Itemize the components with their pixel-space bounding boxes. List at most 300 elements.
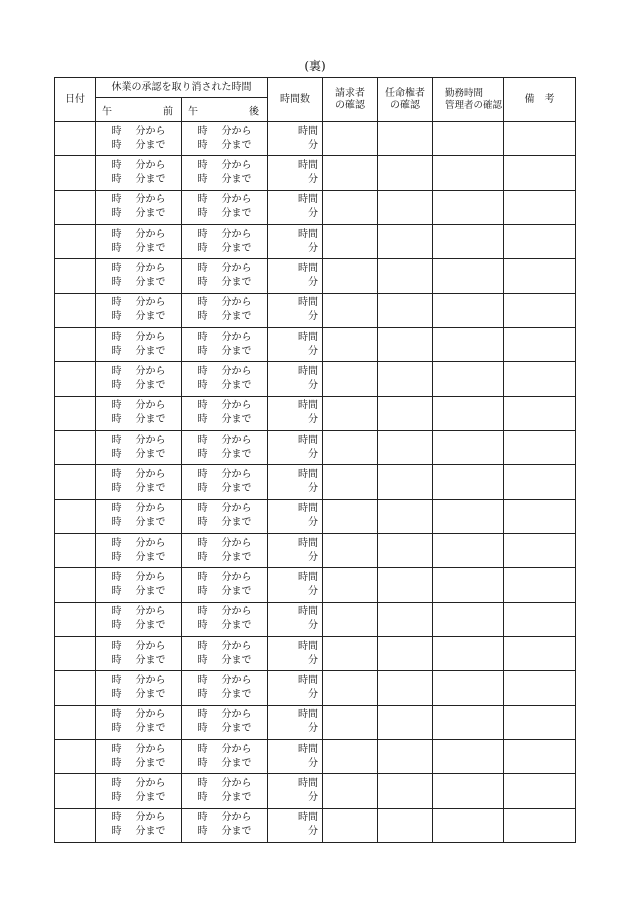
hours-cell[interactable]	[268, 568, 323, 602]
from-label: 分から	[135, 159, 166, 171]
hour-label: 時	[111, 743, 122, 755]
minutes-unit-label: 分	[308, 414, 318, 426]
hour-label: 時	[197, 674, 208, 686]
hour-label: 時	[197, 606, 208, 618]
remarks-cell[interactable]	[504, 499, 576, 533]
from-label: 分から	[135, 262, 166, 274]
until-label: 分まで	[135, 620, 166, 632]
hours-cell[interactable]	[268, 739, 323, 773]
hours-unit-label: 時間	[298, 606, 318, 618]
pm-time-cell[interactable]	[182, 568, 268, 602]
hours-cell[interactable]	[268, 293, 323, 327]
requester-confirmation-cell[interactable]	[323, 636, 378, 670]
appointer-confirmation-cell[interactable]	[378, 671, 433, 705]
manager-confirmation-cell[interactable]	[433, 705, 504, 739]
manager-confirmation-cell[interactable]	[433, 362, 504, 396]
until-label: 分まで	[221, 723, 252, 735]
date-cell[interactable]	[55, 362, 96, 396]
appointer-confirmation-cell[interactable]	[378, 774, 433, 808]
hours-unit-label: 時間	[298, 365, 318, 377]
requester-confirmation-cell[interactable]	[323, 362, 378, 396]
manager-confirmation-cell[interactable]	[433, 224, 504, 258]
appointer-confirmation-cell[interactable]	[378, 259, 433, 293]
from-label: 分から	[221, 262, 252, 274]
appointer-confirmation-cell[interactable]	[378, 739, 433, 773]
requester-confirmation-cell[interactable]	[323, 499, 378, 533]
from-label: 分から	[221, 159, 252, 171]
table-row	[55, 636, 576, 670]
hour-label: 時	[111, 757, 122, 769]
header-pm-right: 後	[249, 106, 259, 117]
hour-label: 時	[111, 331, 122, 343]
minutes-unit-label: 分	[308, 345, 318, 357]
table-row	[55, 190, 576, 224]
requester-confirmation-cell[interactable]	[323, 465, 378, 499]
pm-time-cell[interactable]	[182, 293, 268, 327]
remarks-cell[interactable]	[504, 636, 576, 670]
am-time-cell[interactable]	[96, 122, 182, 156]
requester-confirmation-cell[interactable]	[323, 808, 378, 842]
manager-confirmation-cell[interactable]	[433, 808, 504, 842]
hours-unit-label: 時間	[298, 434, 318, 446]
hour-label: 時	[111, 400, 122, 412]
remarks-cell[interactable]	[504, 808, 576, 842]
minutes-unit-label: 分	[308, 654, 318, 666]
date-cell[interactable]	[55, 671, 96, 705]
until-label: 分まで	[221, 482, 252, 494]
date-cell[interactable]	[55, 156, 96, 190]
until-label: 分まで	[135, 345, 166, 357]
minutes-unit-label: 分	[308, 242, 318, 254]
header-appointer-line2: の確認	[390, 99, 420, 111]
table-row	[55, 293, 576, 327]
requester-confirmation-cell[interactable]	[323, 568, 378, 602]
remarks-cell[interactable]	[504, 224, 576, 258]
header-period: 休業の承認を取り消された時間	[96, 78, 268, 98]
hour-label: 時	[111, 194, 122, 206]
manager-confirmation-cell[interactable]	[433, 499, 504, 533]
hours-cell[interactable]	[268, 327, 323, 361]
hour-label: 時	[111, 365, 122, 377]
am-time-cell[interactable]	[96, 671, 182, 705]
remarks-cell[interactable]	[504, 533, 576, 567]
date-cell[interactable]	[55, 705, 96, 739]
manager-confirmation-cell[interactable]	[433, 327, 504, 361]
hours-unit-label: 時間	[298, 743, 318, 755]
from-label: 分から	[135, 125, 166, 137]
header-appointer-line1: 任命権者	[385, 87, 425, 99]
header-requester-line1: 請求者	[335, 87, 365, 99]
pm-time-cell[interactable]	[182, 739, 268, 773]
table-row	[55, 739, 576, 773]
hours-unit-label: 時間	[298, 709, 318, 721]
am-time-cell[interactable]	[96, 259, 182, 293]
remarks-cell[interactable]	[504, 465, 576, 499]
until-label: 分まで	[135, 551, 166, 563]
hour-label: 時	[197, 585, 208, 597]
date-cell[interactable]	[55, 190, 96, 224]
appointer-confirmation-cell[interactable]	[378, 568, 433, 602]
hour-label: 時	[197, 400, 208, 412]
am-time-cell[interactable]	[96, 568, 182, 602]
remarks-cell[interactable]	[504, 774, 576, 808]
hour-label: 時	[197, 311, 208, 323]
am-time-cell[interactable]	[96, 396, 182, 430]
pm-time-cell[interactable]	[182, 430, 268, 464]
pm-time-cell[interactable]	[182, 190, 268, 224]
remarks-cell[interactable]	[504, 122, 576, 156]
hours-cell[interactable]	[268, 602, 323, 636]
hour-label: 時	[111, 159, 122, 171]
header-appointer-confirmation	[378, 78, 433, 122]
date-cell[interactable]	[55, 602, 96, 636]
manager-confirmation-cell[interactable]	[433, 396, 504, 430]
pm-time-cell[interactable]	[182, 808, 268, 842]
minutes-unit-label: 分	[308, 311, 318, 323]
requester-confirmation-cell[interactable]	[323, 739, 378, 773]
requester-confirmation-cell[interactable]	[323, 774, 378, 808]
minutes-unit-label: 分	[308, 826, 318, 838]
until-label: 分まで	[135, 173, 166, 185]
hour-label: 時	[197, 688, 208, 700]
remarks-cell[interactable]	[504, 739, 576, 773]
hour-label: 時	[111, 688, 122, 700]
hours-unit-label: 時間	[298, 777, 318, 789]
from-label: 分から	[135, 743, 166, 755]
manager-confirmation-cell[interactable]	[433, 156, 504, 190]
hour-label: 時	[111, 674, 122, 686]
requester-confirmation-cell[interactable]	[323, 327, 378, 361]
manager-confirmation-cell[interactable]	[433, 671, 504, 705]
hours-cell[interactable]	[268, 156, 323, 190]
from-label: 分から	[135, 468, 166, 480]
am-time-cell[interactable]	[96, 499, 182, 533]
requester-confirmation-cell[interactable]	[323, 705, 378, 739]
table-row	[55, 259, 576, 293]
hours-cell[interactable]	[268, 671, 323, 705]
until-label: 分まで	[221, 139, 252, 151]
table-row	[55, 396, 576, 430]
remarks-cell[interactable]	[504, 327, 576, 361]
until-label: 分まで	[135, 517, 166, 529]
requester-confirmation-cell[interactable]	[323, 671, 378, 705]
am-time-cell[interactable]	[96, 705, 182, 739]
am-time-cell[interactable]	[96, 533, 182, 567]
table-row	[55, 671, 576, 705]
manager-confirmation-cell[interactable]	[433, 636, 504, 670]
header-manager-confirmation	[433, 78, 504, 122]
from-label: 分から	[221, 400, 252, 412]
date-cell[interactable]	[55, 122, 96, 156]
hour-label: 時	[197, 173, 208, 185]
date-cell[interactable]	[55, 533, 96, 567]
until-label: 分まで	[221, 654, 252, 666]
from-label: 分から	[221, 434, 252, 446]
remarks-cell[interactable]	[504, 430, 576, 464]
remarks-cell[interactable]	[504, 671, 576, 705]
pm-time-cell[interactable]	[182, 259, 268, 293]
pm-time-cell[interactable]	[182, 224, 268, 258]
hour-label: 時	[197, 777, 208, 789]
pm-time-cell[interactable]	[182, 327, 268, 361]
hour-label: 時	[197, 709, 208, 721]
appointer-confirmation-cell[interactable]	[378, 808, 433, 842]
until-label: 分まで	[135, 379, 166, 391]
table-row	[55, 224, 576, 258]
requester-confirmation-cell[interactable]	[323, 156, 378, 190]
hour-label: 時	[111, 654, 122, 666]
requester-confirmation-cell[interactable]	[323, 259, 378, 293]
from-label: 分から	[135, 606, 166, 618]
hours-cell[interactable]	[268, 774, 323, 808]
hour-label: 時	[197, 365, 208, 377]
pm-time-cell[interactable]	[182, 774, 268, 808]
am-time-cell[interactable]	[96, 327, 182, 361]
until-label: 分まで	[221, 551, 252, 563]
remarks-cell[interactable]	[504, 293, 576, 327]
am-time-cell[interactable]	[96, 224, 182, 258]
appointer-confirmation-cell[interactable]	[378, 293, 433, 327]
requester-confirmation-cell[interactable]	[323, 602, 378, 636]
header-manager-line2: 管理者の確認	[445, 99, 503, 111]
hours-cell[interactable]	[268, 122, 323, 156]
minutes-unit-label: 分	[308, 448, 318, 460]
hour-label: 時	[111, 345, 122, 357]
until-label: 分まで	[135, 688, 166, 700]
table-row	[55, 499, 576, 533]
hour-label: 時	[197, 331, 208, 343]
date-cell[interactable]	[55, 465, 96, 499]
hour-label: 時	[111, 537, 122, 549]
manager-confirmation-cell[interactable]	[433, 602, 504, 636]
date-cell[interactable]	[55, 808, 96, 842]
table-row	[55, 430, 576, 464]
date-cell[interactable]	[55, 293, 96, 327]
hour-label: 時	[111, 228, 122, 240]
from-label: 分から	[135, 434, 166, 446]
requester-confirmation-cell[interactable]	[323, 122, 378, 156]
from-label: 分から	[135, 640, 166, 652]
hours-cell[interactable]	[268, 224, 323, 258]
am-time-cell[interactable]	[96, 739, 182, 773]
hour-label: 時	[197, 262, 208, 274]
hour-label: 時	[111, 208, 122, 220]
from-label: 分から	[221, 125, 252, 137]
hours-unit-label: 時間	[298, 297, 318, 309]
appointer-confirmation-cell[interactable]	[378, 499, 433, 533]
appointer-confirmation-cell[interactable]	[378, 465, 433, 499]
pm-time-cell[interactable]	[182, 396, 268, 430]
date-cell[interactable]	[55, 327, 96, 361]
hour-label: 時	[197, 743, 208, 755]
from-label: 分から	[135, 365, 166, 377]
date-cell[interactable]	[55, 430, 96, 464]
hours-unit-label: 時間	[298, 400, 318, 412]
pm-time-cell[interactable]	[182, 122, 268, 156]
manager-confirmation-cell[interactable]	[433, 259, 504, 293]
appointer-confirmation-cell[interactable]	[378, 122, 433, 156]
manager-confirmation-cell[interactable]	[433, 293, 504, 327]
hours-cell[interactable]	[268, 396, 323, 430]
am-time-cell[interactable]	[96, 808, 182, 842]
manager-confirmation-cell[interactable]	[433, 774, 504, 808]
manager-confirmation-cell[interactable]	[433, 739, 504, 773]
minutes-unit-label: 分	[308, 791, 318, 803]
requester-confirmation-cell[interactable]	[323, 224, 378, 258]
minutes-unit-label: 分	[308, 482, 318, 494]
hour-label: 時	[111, 791, 122, 803]
pm-time-cell[interactable]	[182, 602, 268, 636]
date-cell[interactable]	[55, 636, 96, 670]
date-cell[interactable]	[55, 224, 96, 258]
hour-label: 時	[197, 482, 208, 494]
requester-confirmation-cell[interactable]	[323, 190, 378, 224]
pm-time-cell[interactable]	[182, 533, 268, 567]
am-time-cell[interactable]	[96, 156, 182, 190]
remarks-cell[interactable]	[504, 190, 576, 224]
pm-time-cell[interactable]	[182, 499, 268, 533]
am-time-cell[interactable]	[96, 293, 182, 327]
manager-confirmation-cell[interactable]	[433, 122, 504, 156]
hour-label: 時	[111, 503, 122, 515]
hours-unit-label: 時間	[298, 125, 318, 137]
hours-cell[interactable]	[268, 362, 323, 396]
date-cell[interactable]	[55, 499, 96, 533]
remarks-cell[interactable]	[504, 568, 576, 602]
requester-confirmation-cell[interactable]	[323, 293, 378, 327]
date-cell[interactable]	[55, 739, 96, 773]
hour-label: 時	[111, 434, 122, 446]
pm-time-cell[interactable]	[182, 156, 268, 190]
minutes-unit-label: 分	[308, 620, 318, 632]
hours-cell[interactable]	[268, 533, 323, 567]
until-label: 分まで	[221, 688, 252, 700]
remarks-cell[interactable]	[504, 602, 576, 636]
hour-label: 時	[197, 620, 208, 632]
appointer-confirmation-cell[interactable]	[378, 327, 433, 361]
remarks-cell[interactable]	[504, 259, 576, 293]
manager-confirmation-cell[interactable]	[433, 190, 504, 224]
requester-confirmation-cell[interactable]	[323, 430, 378, 464]
hours-cell[interactable]	[268, 430, 323, 464]
until-label: 分まで	[135, 654, 166, 666]
appointer-confirmation-cell[interactable]	[378, 533, 433, 567]
am-time-cell[interactable]	[96, 602, 182, 636]
pm-time-cell[interactable]	[182, 362, 268, 396]
pm-time-cell[interactable]	[182, 465, 268, 499]
from-label: 分から	[135, 674, 166, 686]
hours-unit-label: 時間	[298, 571, 318, 583]
manager-confirmation-cell[interactable]	[433, 568, 504, 602]
pm-time-cell[interactable]	[182, 671, 268, 705]
am-time-cell[interactable]	[96, 190, 182, 224]
am-time-cell[interactable]	[96, 636, 182, 670]
remarks-cell[interactable]	[504, 396, 576, 430]
hours-cell[interactable]	[268, 808, 323, 842]
pm-time-cell[interactable]	[182, 636, 268, 670]
appointer-confirmation-cell[interactable]	[378, 224, 433, 258]
hours-cell[interactable]	[268, 499, 323, 533]
manager-confirmation-cell[interactable]	[433, 465, 504, 499]
date-cell[interactable]	[55, 774, 96, 808]
until-label: 分まで	[221, 311, 252, 323]
appointer-confirmation-cell[interactable]	[378, 636, 433, 670]
hour-label: 時	[197, 551, 208, 563]
am-time-cell[interactable]	[96, 430, 182, 464]
from-label: 分から	[221, 571, 252, 583]
appointer-confirmation-cell[interactable]	[378, 362, 433, 396]
hour-label: 時	[197, 826, 208, 838]
requester-confirmation-cell[interactable]	[323, 533, 378, 567]
hour-label: 時	[111, 812, 122, 824]
hours-unit-label: 時間	[298, 812, 318, 824]
pm-time-cell[interactable]	[182, 705, 268, 739]
table-row	[55, 362, 576, 396]
until-label: 分まで	[221, 414, 252, 426]
from-label: 分から	[221, 777, 252, 789]
hours-cell[interactable]	[268, 190, 323, 224]
manager-confirmation-cell[interactable]	[433, 430, 504, 464]
header-date: 日付	[55, 78, 96, 122]
until-label: 分まで	[135, 723, 166, 735]
page-title: (裏)	[304, 59, 326, 73]
am-time-cell[interactable]	[96, 465, 182, 499]
until-label: 分まで	[221, 791, 252, 803]
manager-confirmation-cell[interactable]	[433, 533, 504, 567]
hour-label: 時	[111, 551, 122, 563]
appointer-confirmation-cell[interactable]	[378, 156, 433, 190]
hours-cell[interactable]	[268, 636, 323, 670]
appointer-confirmation-cell[interactable]	[378, 430, 433, 464]
requester-confirmation-cell[interactable]	[323, 396, 378, 430]
header-hours: 時間数	[268, 78, 323, 122]
table-row	[55, 705, 576, 739]
hours-cell[interactable]	[268, 259, 323, 293]
until-label: 分まで	[221, 620, 252, 632]
hour-label: 時	[111, 414, 122, 426]
remarks-cell[interactable]	[504, 362, 576, 396]
appointer-confirmation-cell[interactable]	[378, 705, 433, 739]
hours-cell[interactable]	[268, 465, 323, 499]
date-cell[interactable]	[55, 568, 96, 602]
am-time-cell[interactable]	[96, 774, 182, 808]
appointer-confirmation-cell[interactable]	[378, 396, 433, 430]
remarks-cell[interactable]	[504, 705, 576, 739]
header-remarks: 備 考	[504, 78, 576, 122]
hour-label: 時	[111, 262, 122, 274]
hour-label: 時	[111, 482, 122, 494]
appointer-confirmation-cell[interactable]	[378, 602, 433, 636]
hour-label: 時	[111, 379, 122, 391]
hour-label: 時	[197, 503, 208, 515]
am-time-cell[interactable]	[96, 362, 182, 396]
date-cell[interactable]	[55, 259, 96, 293]
hour-label: 時	[197, 208, 208, 220]
until-label: 分まで	[221, 826, 252, 838]
remarks-cell[interactable]	[504, 156, 576, 190]
from-label: 分から	[135, 503, 166, 515]
hour-label: 時	[197, 228, 208, 240]
hour-label: 時	[111, 276, 122, 288]
minutes-unit-label: 分	[308, 276, 318, 288]
from-label: 分から	[135, 400, 166, 412]
date-cell[interactable]	[55, 396, 96, 430]
hour-label: 時	[197, 791, 208, 803]
hours-cell[interactable]	[268, 705, 323, 739]
minutes-unit-label: 分	[308, 517, 318, 529]
hour-label: 時	[197, 297, 208, 309]
appointer-confirmation-cell[interactable]	[378, 190, 433, 224]
